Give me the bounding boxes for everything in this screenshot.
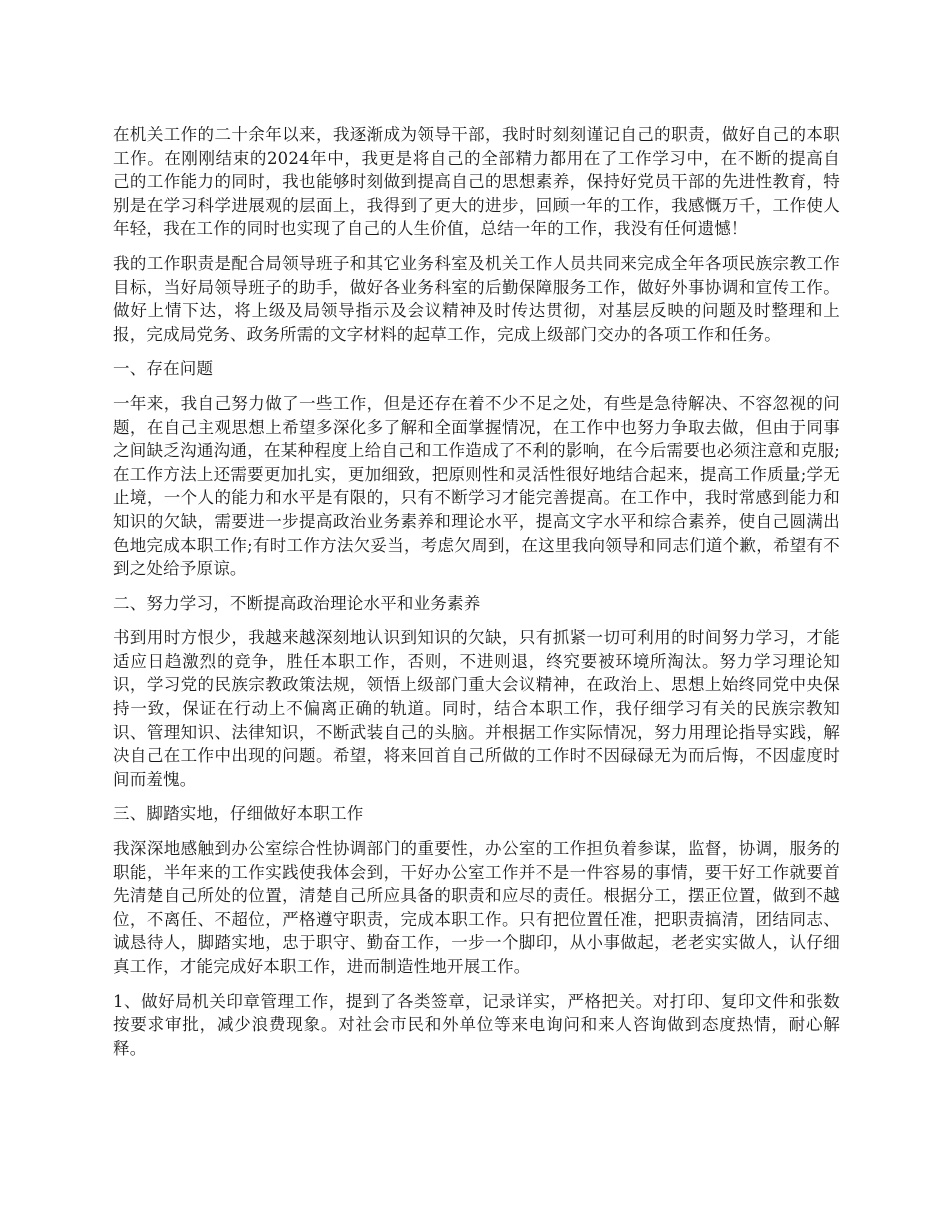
section-heading-work: 三、脚踏实地，仔细做好本职工作 (113, 804, 364, 824)
paragraph-seal-management: 1、做好局机关印章管理工作，提到了各类签章，记录详实，严格把关。对打印、复印文件和张数按要求审批，减少浪费现象。对社会市民和外单位等来电询问和来人咨询做到态度热情，耐心解释。 (113, 991, 840, 1058)
paragraph-problems: 一年来，我自己努力做了一些工作，但是还存在着不少不足之处，有些是急待解决、不容忽视的问题，在自己主观思想上希望多深化多了解和全面掌握情况，在工作中也努力争取去做，但由于同事之间缺乏沟通沟通，在某种程度上给自己和工作造成了不利的影响，在今后需要也必须注意和克服;在工作方法上还需要更加扎实，更加细致，把原则性和灵活性很好地结合起来，提高工作质量;学无止境，一个人的能力和水平是有限的，只有不断学习才能完善提高。在工作中，我时常感到能力和知识的欠缺，需要进一步提高政治业务素养和理论水平，提高文字水平和综合素养，使自己圆满出色地完成本职工作;有时工作方法欠妥当，考虑欠周到，在这里我向领导和同志们道个歉，希望有不到之处给予原谅。 (113, 393, 840, 579)
paragraph-intro: 在机关工作的二十余年以来，我逐渐成为领导干部，我时时刻刻谨记自己的职责，做好自己的本职工作。在刚刚结束的2024年中，我更是将自己的全部精力都用在了工作学习中，在不断的提高自己的工作能力的同时，我也能够时刻做到提高自己的思想素养，保持好党员干部的先进性教育，特别是在学习科学进展观的层面上，我得到了更大的进步，回顾一年的工作，我感慨万千，工作使人年轻，我在工作的同时也实现了自己的人生价值，总结一年的工作，我没有任何遗憾！ (113, 125, 840, 239)
section-heading-study: 二、努力学习，不断提高政治理论水平和业务素养 (113, 593, 481, 613)
section-heading-problems: 一、存在问题 (113, 359, 214, 379)
paragraph-work: 我深深地感触到办公室综合性协调部门的重要性，办公室的工作担负着参谋，监督，协调，服务的职能，半年来的工作实践使我体会到，干好办公室工作并不是一件容易的事情，要干好工作就要首先清楚自己所处的位置，清楚自己所应具备的职责和应尽的责任。根据分工，摆正位置，做到不越位，不离任、不超位，严格遵守职责，完成本职工作。只有把位置任准，把职责搞清，团结同志、诚恳待人，脚踏实地，忠于职守、勤奋工作，一步一个脚印，从小事做起，老老实实做人，认仔细真工作，才能完成好本职工作，进而制造性地开展工作。 (113, 839, 840, 976)
document-body (113, 123, 840, 1071)
paragraph-duties: 我的工作职责是配合局领导班子和其它业务科室及机关工作人员共同来完成全年各项民族宗教工作目标，当好局领导班子的助手，做好各业务科室的后勤保障服务工作，做好外事协调和宣传工作。做好上情下达，将上级及局领导指示及会议精神及时传达贯彻，对基层反映的问题及时整理和上报，完成局党务、政务所需的文字材料的起草工作，完成上级部门交办的各项工作和任务。 (113, 253, 840, 344)
paragraph-study: 书到用时方恨少，我越来越深刻地认识到知识的欠缺，只有抓紧一切可利用的时间努力学习，才能适应日趋激烈的竞争，胜任本职工作，否则，不进则退，终究要被环境所淘汰。努力学习理论知识，学习党的民族宗教政策法规，领悟上级部门重大会议精神，在政治上、思想上始终同党中央保持一致，保证在行动上不偏离正确的轨道。同时，结合本职工作，我仔细学习有关的民族宗教知识、管理知识、法律知识，不断武装自己的头脑。并根据工作实际情况，努力用理论指导实践，解决自己在工作中出现的问题。希望，将来回首自己所做的工作时不因碌碌无为而后悔，不因虚度时间而羞愧。 (113, 628, 840, 789)
